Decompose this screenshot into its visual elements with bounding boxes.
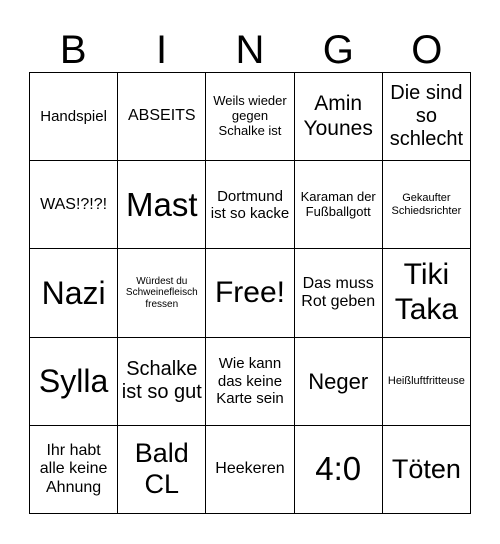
header-letter-b: B [59,28,87,72]
bingo-cell: Mast [118,161,206,249]
bingo-cell: Amin Younes [295,73,383,161]
bingo-cell: Neger [295,338,383,426]
bingo-cell: Gekaufter Schiedsrichter [383,161,471,249]
bingo-cell: Handspiel [30,73,118,161]
bingo-cell: Heekeren [206,426,294,514]
header-letter-g: G [322,28,354,72]
bingo-card-grid [29,72,471,514]
bingo-cell: Free! [206,249,294,337]
bingo-cell: Würdest du Schweinefleisch fressen [118,249,206,337]
bingo-cell: Heißluftfritteuse [383,338,471,426]
header-letter-o: O [411,28,443,72]
bingo-cell: Wie kann das keine Karte sein [206,338,294,426]
header-letter-i: I [156,28,168,72]
bingo-cell: Töten [383,426,471,514]
bingo-cell: Nazi [30,249,118,337]
bingo-cell: Das muss Rot geben [295,249,383,337]
bingo-cell: Ihr habt alle keine Ahnung [30,426,118,514]
bingo-cell: 4:0 [295,426,383,514]
bingo-cell: Dortmund ist so kacke [206,161,294,249]
bingo-cell: WAS!?!?! [30,161,118,249]
bingo-cell: Die sind so schlecht [383,73,471,161]
header-letter-n: N [235,28,265,72]
bingo-cell: Tiki Taka [383,249,471,337]
bingo-cell: Sylla [30,338,118,426]
bingo-cell: Karaman der Fußballgott [295,161,383,249]
bingo-cell: Weils wieder gegen Schalke ist [206,73,294,161]
bingo-cell: ABSEITS [118,73,206,161]
bingo-cell: Bald CL [118,426,206,514]
bingo-header [29,28,471,72]
bingo-cell: Schalke ist so gut [118,338,206,426]
